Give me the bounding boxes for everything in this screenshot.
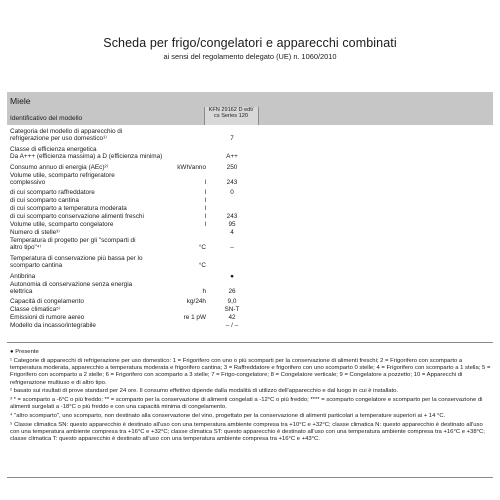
row-value: – / – (225, 322, 239, 329)
row-value: 243 (226, 178, 238, 186)
row-label-line: Temperatura di progetto per gli "scomparti di (10, 237, 136, 244)
divider (7, 477, 493, 478)
model-identifier-cell (204, 107, 258, 125)
row-label-line: Volume utile, scomparto refrigeratore (10, 172, 115, 179)
row-label-line: refrigerazione per uso domestico¹⁾ (10, 134, 107, 142)
row-value: 7 (230, 134, 234, 142)
page-subtitle: ai sensi del regolamento delegato (UE) n. 1060/2010 (163, 52, 337, 61)
row-label (10, 147, 206, 160)
row-value: 0 (230, 189, 234, 196)
page-title: Scheda per frigo/congelatori e apparecchi combinati (103, 36, 397, 50)
row-label-line: Capacità di congelamento (10, 298, 84, 305)
row-label (10, 129, 206, 142)
model-line-2: cs Series 120 (214, 113, 248, 120)
divider (204, 107, 205, 125)
row-label (10, 274, 206, 281)
row-label-line: di cui scomparto a temperatura moderata (10, 205, 127, 212)
row-label-line: Modello da incasso/integrabile (10, 322, 96, 329)
row-label-line: Autonomia di conservazione senza energia (10, 281, 133, 288)
row-label-line: Antibrina (10, 273, 36, 280)
row-value: – (230, 243, 234, 251)
row-unit: h (202, 287, 206, 295)
model-identifier-label: Identificativo del modello (10, 115, 83, 122)
row-label-line: elettrica (10, 287, 33, 295)
model-line-1: KFN 29162 D edt/ (208, 107, 254, 113)
footnote: ⁴ "altro scomparto", uno scomparto, non destinato alla conservazione del vino, progettato per la conservazione di alimenti particolari a temperature superiori ai + 14 °C. (10, 413, 446, 419)
row-label-line: di cui scomparto cantina (10, 197, 79, 204)
row-label-line: altro tipo"⁴⁾ (10, 243, 42, 251)
row-unit: l (204, 205, 206, 212)
footnote: ● Presente (10, 349, 39, 355)
row-label (10, 323, 206, 330)
row-label (10, 230, 206, 237)
row-value: 9,0 (227, 298, 237, 305)
row-unit: re 1 pW (183, 314, 206, 321)
row-label-line: complessivo (10, 178, 46, 186)
brand-name: Miele (10, 96, 31, 106)
row-value: 42 (228, 314, 236, 321)
row-label-line: Categoria del modello di apparecchio di (10, 128, 123, 135)
row-label (10, 307, 206, 314)
row-unit: l (204, 221, 206, 228)
footnote: ² basato sui risultati di prove standard per 24 ore. Il consumo effettivo dipende dalla modalità di utilizzo dell'apparecchio e dal luogo in cui è installato. (10, 388, 399, 395)
row-value: 95 (228, 221, 236, 228)
row-label-line: di cui scomparto conservazione alimenti freschi (10, 213, 144, 220)
row-unit: l (204, 197, 206, 204)
row-label-line: di cui scomparto raffreddatore (10, 189, 95, 196)
row-unit: l (204, 189, 206, 196)
row-label-line: Emissioni di rumore aereo (10, 314, 85, 321)
row-value: 4 (230, 229, 234, 236)
row-value: 26 (228, 287, 236, 295)
row-value: 243 (226, 213, 238, 220)
row-unit: l (204, 178, 206, 186)
row-label-line: Volume utile, scomparto congelatore (10, 221, 114, 228)
row-label-line: Classe di efficienza energetica (10, 146, 97, 153)
row-label-line: Classe climatica⁵⁾ (10, 306, 61, 313)
row-unit: l (204, 213, 206, 220)
row-label-line: Numero di stelle³⁾ (10, 229, 60, 236)
footnote: ³ * = scomparto a -6°C o più freddo; ** = scomparto per la conservazione di alimenti congelati a -12°C o più freddo; **** = scomparto congelatore e scomparto per la conservazione di alimenti surgelati a -18°C o più freddo e con una capacità minima di congelamento. (10, 397, 483, 411)
divider (7, 342, 493, 343)
divider (258, 107, 259, 125)
row-unit: kg/24h (186, 298, 206, 305)
row-label-line: scomparto cantina (10, 261, 63, 269)
row-unit: °C (198, 261, 206, 269)
footnote: ⁵ Classe climatica SN: questo apparecchio è destinato all'uso con una temperatura ambiente compresa tra +10°C e +32°C; classe climatica N: questo apparecchio è destinato all'uso con una temperatura ambiente compresa tra +16°C e +32°C; classe climatica ST: questo apparecchio è destinato all'uso con una temperatura ambiente compresa tra +16°C e +38°C; classe climatica T: questo apparecchio è destinato all'uso con una temperatura ambiente compresa tra +16°C e +43°C. (10, 421, 485, 443)
footnote: ¹ Categorie di apparecchi di refrigerazione per uso domestico: 1 = Frigorifero con uno o più scomparti per la conservazione di alimenti freschi; 2 = Frigorifero con scomparto a temperatura moderata, apparecchio a temperatura moderata e frigorifero cantina; 3 = Raffreddatore e frigorifero con uno scomparto 0 stelle; 4 = Frigorifero con scomparto a 1 stella; 5 = Frigorifero con scomparto a 2 stelle; 6 = Frigorifero con scomparto a 3 stelle; 7 = Frigo-congelatore; 8 = Congelatore verticale; 9 = Congelatore a pozzetto; 10 = Apparecchi di refrigerazione multiuso e di altro tipo. (10, 357, 491, 386)
row-value: A++ (226, 152, 238, 160)
row-label-line: Consumo annuo di energia (AEc)²⁾ (10, 164, 109, 171)
row-label-line: Da A+++ (efficienza massima) a D (efficienza minima) (10, 152, 163, 160)
row-value: 250 (226, 164, 238, 171)
row-unit: °C (198, 243, 206, 251)
row-unit: kWh/anno (177, 164, 206, 171)
row-value: ● (230, 273, 234, 280)
footnotes (10, 349, 492, 445)
row-label-line: Temperatura di conservazione più bassa per lo (10, 255, 143, 262)
row-value: SN-T (224, 306, 240, 313)
